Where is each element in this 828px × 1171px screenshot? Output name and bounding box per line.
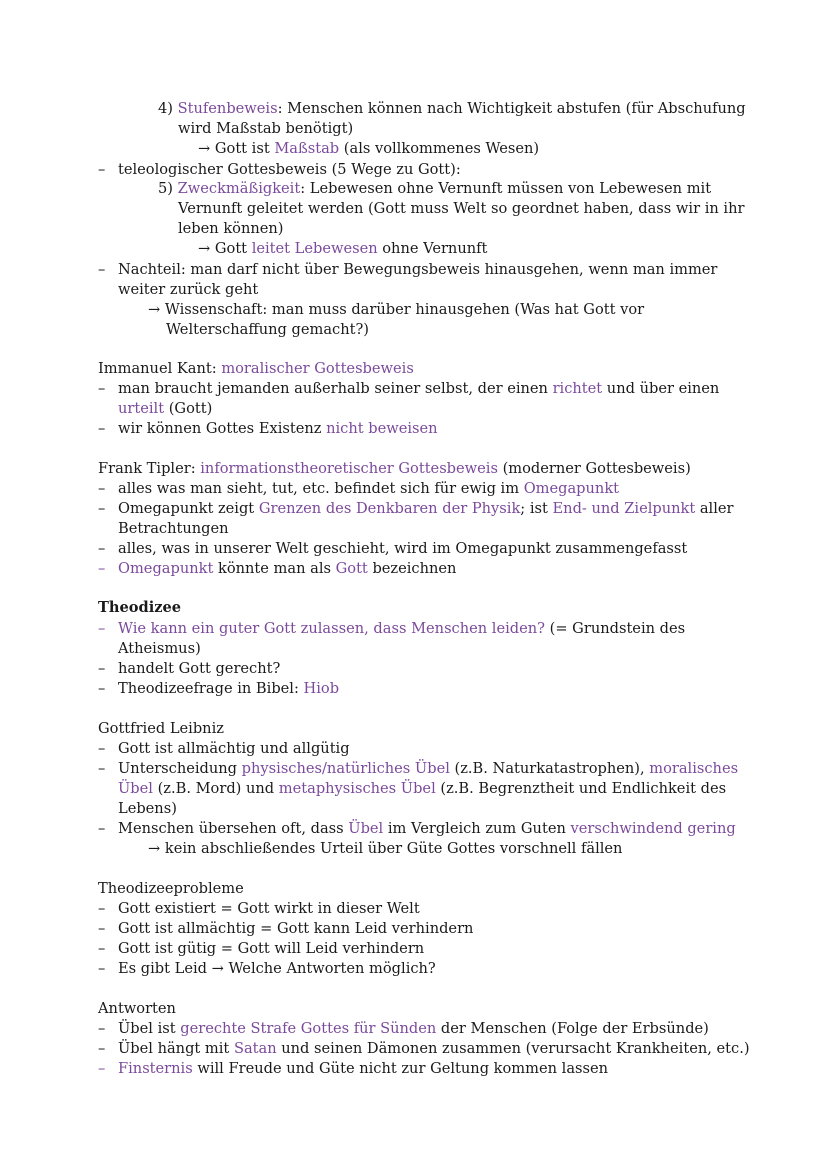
bullet-tipler-4: – Omegapunkt könnte man als Gott bezeichnen xyxy=(98,560,457,577)
bullet-leibniz-2: – Unterscheidung physisches/natürliches Übel (z.B. Naturkatastrophen), moralisches xyxy=(98,760,739,777)
bullet-theodizee-2: – handelt Gott gerecht? xyxy=(98,660,281,677)
dash-bullet-icon: – xyxy=(98,820,106,837)
dash-bullet-icon: – xyxy=(98,480,106,497)
dash-bullet-icon: – xyxy=(98,420,106,437)
bullet-kant-2: – wir können Gottes Existenz nicht beweisen xyxy=(98,420,438,437)
arrow-line-4: → Gott ist Maßstab (als vollkommenes Wesen) xyxy=(198,140,540,157)
right-arrow-icon: → xyxy=(148,840,161,857)
bullet-nachteil-cont: weiter zurück geht xyxy=(118,281,259,298)
bullet-antworten-2: – Übel hängt mit Satan und seinen Dämonen zusammen (verursacht Krankheiten, etc.) xyxy=(98,1040,750,1057)
dash-bullet-icon: – xyxy=(98,500,106,517)
dash-bullet-icon: – xyxy=(98,620,106,637)
arrow-line-wissenschaft: → Wissenschaft: man muss darüber hinausgehen (Was hat Gott vor xyxy=(148,301,645,318)
right-arrow-icon: → xyxy=(211,960,224,977)
list-item-5-cont: Vernunft geleitet werden (Gott muss Welt so geordnet haben, dass wir in ihr xyxy=(178,200,745,217)
heading-antworten: Antworten xyxy=(98,1000,176,1017)
bullet-leibniz-1: – Gott ist allmächtig und allgütig xyxy=(98,740,350,757)
dash-bullet-icon: – xyxy=(98,1020,106,1037)
bullet-theodizee-1-cont: Atheismus) xyxy=(118,640,201,657)
dash-bullet-icon: – xyxy=(98,540,106,557)
list-item-5: 5) Zweckmäßigkeit: Lebewesen ohne Vernunft müssen von Lebewesen mit xyxy=(158,180,712,197)
bullet-kant-1-cont: urteilt (Gott) xyxy=(118,400,213,417)
bullet-tipler-3: – alles, was in unserer Welt geschieht, wird im Omegapunkt zusammengefasst xyxy=(98,540,688,557)
bullet-probleme-4: – Es gibt Leid → Welche Antworten möglich? xyxy=(98,960,436,977)
bullet-leibniz-2-cont: Übel (z.B. Mord) und metaphysisches Übel (z.B. Begrenztheit und Endlichkeit des xyxy=(118,780,727,797)
term-zweckmaessigkeit: Zweckmäßigkeit xyxy=(177,180,301,197)
bullet-probleme-3: – Gott ist gütig = Gott will Leid verhindern xyxy=(98,940,425,957)
right-arrow-icon: → xyxy=(198,140,211,157)
bullet-probleme-2: – Gott ist allmächtig = Gott kann Leid verhindern xyxy=(98,920,474,937)
dash-bullet-icon: – xyxy=(98,760,106,777)
dash-bullet-icon: – xyxy=(98,1040,106,1057)
dash-bullet-icon: – xyxy=(98,261,106,278)
section-title-theodizee: Theodizee xyxy=(98,599,182,616)
dash-bullet-icon: – xyxy=(98,680,106,697)
bullet-theodizee-3: – Theodizeefrage in Bibel: Hiob xyxy=(98,680,340,697)
dash-bullet-icon: – xyxy=(98,380,106,397)
dash-bullet-icon: – xyxy=(98,940,106,957)
list-item-5-cont2: leben können) xyxy=(178,220,284,237)
heading-kant: Immanuel Kant: moralischer Gottesbeweis xyxy=(98,360,414,377)
arrow-line-leibniz: → kein abschließendes Urteil über Güte Gottes vorschnell fällen xyxy=(148,840,623,857)
bullet-kant-1: – man braucht jemanden außerhalb seiner selbst, der einen richtet und über einen xyxy=(98,380,720,397)
dash-bullet-icon: – xyxy=(98,920,106,937)
bullet-tipler-1: – alles was man sieht, tut, etc. befindet sich für ewig im Omegapunkt xyxy=(98,480,620,497)
bullet-probleme-1: – Gott existiert = Gott wirkt in dieser Welt xyxy=(98,900,420,917)
term-stufenbeweis: Stufenbeweis xyxy=(177,100,278,117)
right-arrow-icon: → xyxy=(198,240,211,257)
heading-theodizeeprobleme: Theodizeeprobleme xyxy=(98,880,244,897)
bullet-antworten-3: – Finsternis will Freude und Güte nicht zur Geltung kommen lassen xyxy=(98,1060,609,1077)
arrow-line-wissenschaft-cont: Welterschaffung gemacht?) xyxy=(166,321,369,338)
dash-bullet-icon: – xyxy=(98,560,106,577)
bullet-teleologisch: – teleologischer Gottesbeweis (5 Wege zu Gott): xyxy=(98,161,461,178)
dash-bullet-icon: – xyxy=(98,161,106,178)
bullet-leibniz-2-cont2: Lebens) xyxy=(118,800,177,817)
heading-tipler: Frank Tipler: informationstheoretischer Gottesbeweis (moderner Gottesbeweis) xyxy=(98,460,691,477)
bullet-leibniz-3: – Menschen übersehen oft, dass Übel im Vergleich zum Guten verschwindend gering xyxy=(98,820,736,837)
dash-bullet-icon: – xyxy=(98,660,106,677)
dash-bullet-icon: – xyxy=(98,740,106,757)
bullet-tipler-2-cont: Betrachtungen xyxy=(118,520,229,537)
dash-bullet-icon: – xyxy=(98,1060,106,1077)
bullet-nachteil: – Nachteil: man darf nicht über Bewegungsbeweis hinausgehen, wenn man immer xyxy=(98,261,718,278)
arrow-line-5: → Gott leitet Lebewesen ohne Vernunft xyxy=(198,240,488,257)
dash-bullet-icon: – xyxy=(98,900,106,917)
list-item-4: 4) Stufenbeweis: Menschen können nach Wichtigkeit abstufen (für Abschufung xyxy=(158,100,746,117)
bullet-theodizee-1: – Wie kann ein guter Gott zulassen, dass Menschen leiden? (= Grundstein des xyxy=(98,620,686,637)
bullet-tipler-2: – Omegapunkt zeigt Grenzen des Denkbaren der Physik; ist End- und Zielpunkt aller xyxy=(98,500,734,517)
dash-bullet-icon: – xyxy=(98,960,106,977)
list-item-4-cont: wird Maßstab benötigt) xyxy=(178,120,354,137)
right-arrow-icon: → xyxy=(148,301,161,318)
bullet-antworten-1: – Übel ist gerechte Strafe Gottes für Sünden der Menschen (Folge der Erbsünde) xyxy=(98,1020,709,1037)
heading-leibniz: Gottfried Leibniz xyxy=(98,720,224,737)
